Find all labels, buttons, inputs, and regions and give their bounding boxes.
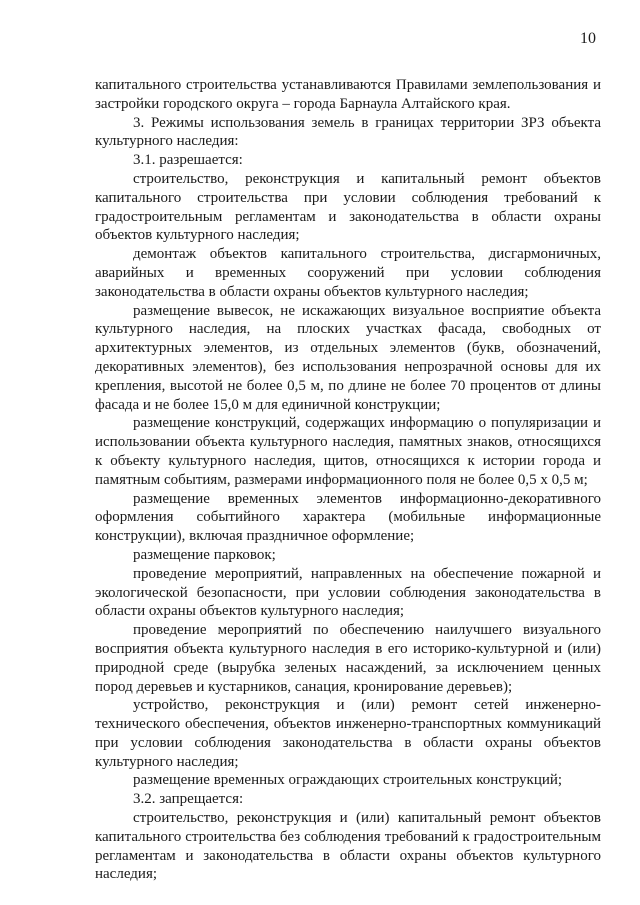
paragraph: размещение временных элементов информационно-декоративного оформления событийного характера (мобильные информационные конструкции), включая праздничное оформление; [95,490,601,545]
section-heading: 3. Режимы использования земель в границах территории ЗРЗ объекта культурного наследия: [95,114,601,150]
paragraph: проведение мероприятий по обеспечению наилучшего визуального восприятия объекта культурного наследия в его историко-культурной и (или) природной среде (вырубка зеленых насаждений, за исключением ценных пород деревьев и кустарников, санация, кронирование деревьев); [95,622,601,695]
paragraph: демонтаж объектов капитального строительства, дисгармоничных, аварийных и временных сооружений при условии соблюдения законодательства в области охраны объектов культурного наследия; [95,246,601,300]
paragraph: устройство, реконструкция и (или) ремонт сетей инженерно-технического обеспечения, объектов инженерно-транспортных коммуникаций при условии соблюдения законодательства в области охраны объектов культурного наследия; [95,697,601,770]
paragraph: размещение парковок; [133,546,276,563]
paragraph: размещение конструкций, содержащих информацию о популяризации и использовании объекта культурного наследия, памятных знаков, относящихся к объекту культурного наследия, щитов, относящихся к истории города и памятным событиям, размерами информационного поля не более 0,5 х 0,5 м; [95,415,601,488]
document-body [95,76,601,884]
paragraph: размещение временных ограждающих строительных конструкций; [133,772,563,789]
subsection-heading-allowed: 3.1. разрешается: [133,152,243,169]
page-number: 10 [580,30,596,47]
paragraph: капитального строительства устанавливаются Правилами землепользования и застройки городского округа – города Барнаула Алтайского края. [95,77,601,112]
paragraph: размещение вывесок, не искажающих визуальное восприятие объекта культурного наследия, на плоских участках фасада, свободных от архитектурных элементов, из отдельных элементов (букв, обозначений, декоративных элементов), без использования непрозрачной основы для их крепления, высотой не более 0,5 м, по длине не более 70 процентов от длины фасада и не более 15,0 м для единичной конструкции; [95,302,601,413]
paragraph: строительство, реконструкция и капитальный ремонт объектов капитального строительства при условии соблюдения требований к градостроительным регламентам и законодательства в области охраны объектов культурного наследия; [95,170,601,244]
paragraph: проведение мероприятий, направленных на обеспечение пожарной и экологической безопасности, при условии соблюдения законодательства в области охраны объектов культурного наследия; [95,565,601,620]
paragraph: строительство, реконструкция и (или) капитальный ремонт объектов капитального строительства без соблюдения требований к градостроительным регламентам и законодательства в области охраны объектов культурного наследия; [95,810,601,883]
subsection-heading-prohibited: 3.2. запрещается: [133,791,244,808]
